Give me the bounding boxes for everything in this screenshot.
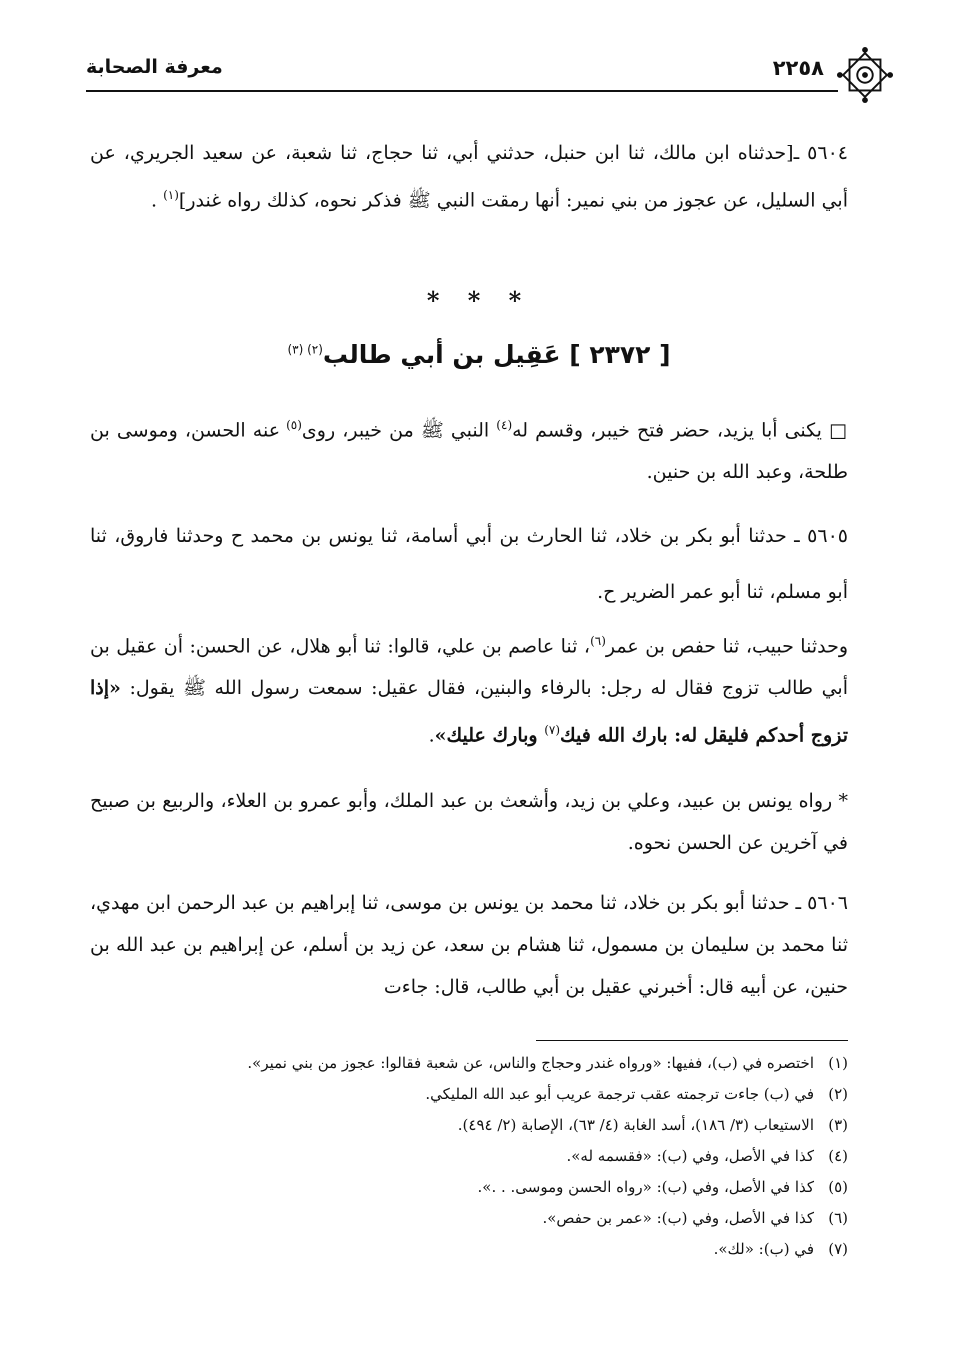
- footnote-rule: [536, 1040, 848, 1041]
- footnote-ref[interactable]: (٥): [286, 418, 302, 432]
- book-title: معرفة الصحابة: [86, 56, 223, 78]
- paragraph-text: * رواه يونس بن عبيد، وعلي بن زيد، وأشعث بن عبد الملك، وأبو عمرو بن العلاء، والربيع بن صبيح في آخرين عن الحسن نحوه.: [90, 790, 848, 854]
- footnote-text: في (ب) جاءت ترجمته عقب ترجمة عريب أبو عبد الله المليكي.: [425, 1085, 814, 1103]
- footnote-item: [90, 1172, 848, 1203]
- footnote-number: (٥): [828, 1178, 848, 1196]
- paragraph-text: عنه الحسن، وموسى بن طلحة، وعبد الله بن حنين.: [90, 419, 848, 484]
- footnote-number: (٧): [828, 1240, 848, 1258]
- footnote-number: (١): [828, 1054, 848, 1072]
- footnote-ref[interactable]: (٧): [544, 723, 561, 738]
- paragraph-text: □ يكنى أبا يزيد، حضر فتح خيبر، وقسم له: [512, 419, 849, 442]
- paragraph-hadith-text: [90, 620, 848, 757]
- paragraph-text: ٥٦٠٥ ـ حدثنا أبو بكر بن خلاد، ثنا الحارث بن أبي أسامة، ثنا يونس بن محمد ح وحدثنا فاروق، ثنا أبو مسلم، ثنا أبو عمر الضرير ح.: [90, 525, 848, 603]
- footnote-ref[interactable]: (٦): [590, 634, 606, 648]
- footnote-text: كذا في الأصل، وفي (ب): «فقسمه له».: [566, 1147, 814, 1165]
- footnote-item: [90, 1110, 848, 1141]
- footnote-item: [90, 1203, 848, 1234]
- paragraph-text: ، ثنا عاصم بن علي، قالوا: ثنا أبو هلال، عن الحسن: أن عقيل بن أبي طالب تزوج فقال له رجل: بالرفاء والبنين، فقال عقيل: سمعت رسول الله ﷺ يقول:: [90, 635, 848, 700]
- ornament-icon: [836, 46, 894, 104]
- section-separator: * * *: [426, 286, 532, 315]
- footnote-number: (٤): [828, 1147, 848, 1165]
- paragraph-end: .: [151, 189, 164, 212]
- hadith-quote: «إذا تزوج أحدكم فليقل له: بارك الله فيك: [90, 677, 848, 747]
- paragraph-text: وحدثنا حبيب، ثنا حفص بن عمر: [605, 635, 849, 658]
- hadith-quote-end: وبارك عليك»: [434, 724, 545, 747]
- paragraph-hadith-5604: [90, 132, 848, 221]
- paragraph-hadith-5605: [90, 508, 848, 620]
- footnote-number: (٢): [828, 1085, 848, 1103]
- page-number: ٢٢٥٨: [772, 56, 824, 80]
- footnote-text: كذا في الأصل، وفي (ب): «رواه الحسن وموسى. . .».: [477, 1178, 814, 1196]
- footnotes-list: [90, 1048, 848, 1265]
- heading-text: [ ٢٣٧٢ ] عَقِيل بن أبي طالب: [322, 340, 671, 369]
- footnote-ref[interactable]: (٢) (٣): [287, 342, 323, 357]
- paragraph-biography: [90, 404, 848, 493]
- footnote-item: [90, 1079, 848, 1110]
- footnote-ref[interactable]: (٤): [496, 418, 513, 432]
- footnote-item: [90, 1234, 848, 1265]
- paragraph-end: .: [428, 724, 435, 747]
- footnote-item: [90, 1048, 848, 1079]
- header-rule: [86, 90, 838, 92]
- paragraph-narrators: [90, 780, 848, 864]
- footnote-number: (٦): [828, 1209, 848, 1227]
- footnote-text: كذا في الأصل، وفي (ب): «عمر بن حفص».: [542, 1209, 814, 1227]
- page-header: [86, 52, 846, 96]
- paragraph-text: ٥٦٠٦ ـ حدثنا أبو بكر بن خلاد، ثنا محمد بن يونس بن موسى، ثنا إبراهيم بن عبد الرحمن ابن مهدي، ثنا محمد بن سليمان بن مسمول، ثنا هشام بن سعد، عن زيد بن أسلم، عن إبراهيم بن عبد الله بن حنين، عن أبيه قال: أخبرني عقيل بن أبي طالب، قال: جاءت: [90, 892, 848, 998]
- footnote-text: اختصره في (ب)، ففيها: «ورواه غندر وحجاج والناس، عن شعبة فقالوا: عجوز من بني نمير».: [247, 1054, 814, 1072]
- entry-heading: [0, 340, 958, 369]
- paragraph-text: النبي ﷺ من خيبر، روى: [301, 419, 497, 442]
- footnote-text: الاستيعاب (٣/ ١٨٦)، أسد الغابة (٤/ ٦٣)، الإصابة (٢/ ٤٩٤).: [457, 1116, 814, 1134]
- paragraph-text: ٥٦٠٤ ـ[حدثناه ابن مالك، ثنا ابن حنبل، حدثني أبي، ثنا حجاج، ثنا شعبة، عن سعيد الجريري، عن أبي السليل، عن عجوز من بني نمير: أنها رمقت النبي ﷺ فذكر نحوه، كذلك رواه غندر]: [90, 142, 848, 212]
- footnote-item: [90, 1141, 848, 1172]
- footnote-text: في (ب): «لك».: [713, 1240, 814, 1258]
- footnote-number: (٣): [828, 1116, 848, 1134]
- paragraph-hadith-5606: [90, 882, 848, 1008]
- footnote-ref[interactable]: (١): [163, 188, 179, 202]
